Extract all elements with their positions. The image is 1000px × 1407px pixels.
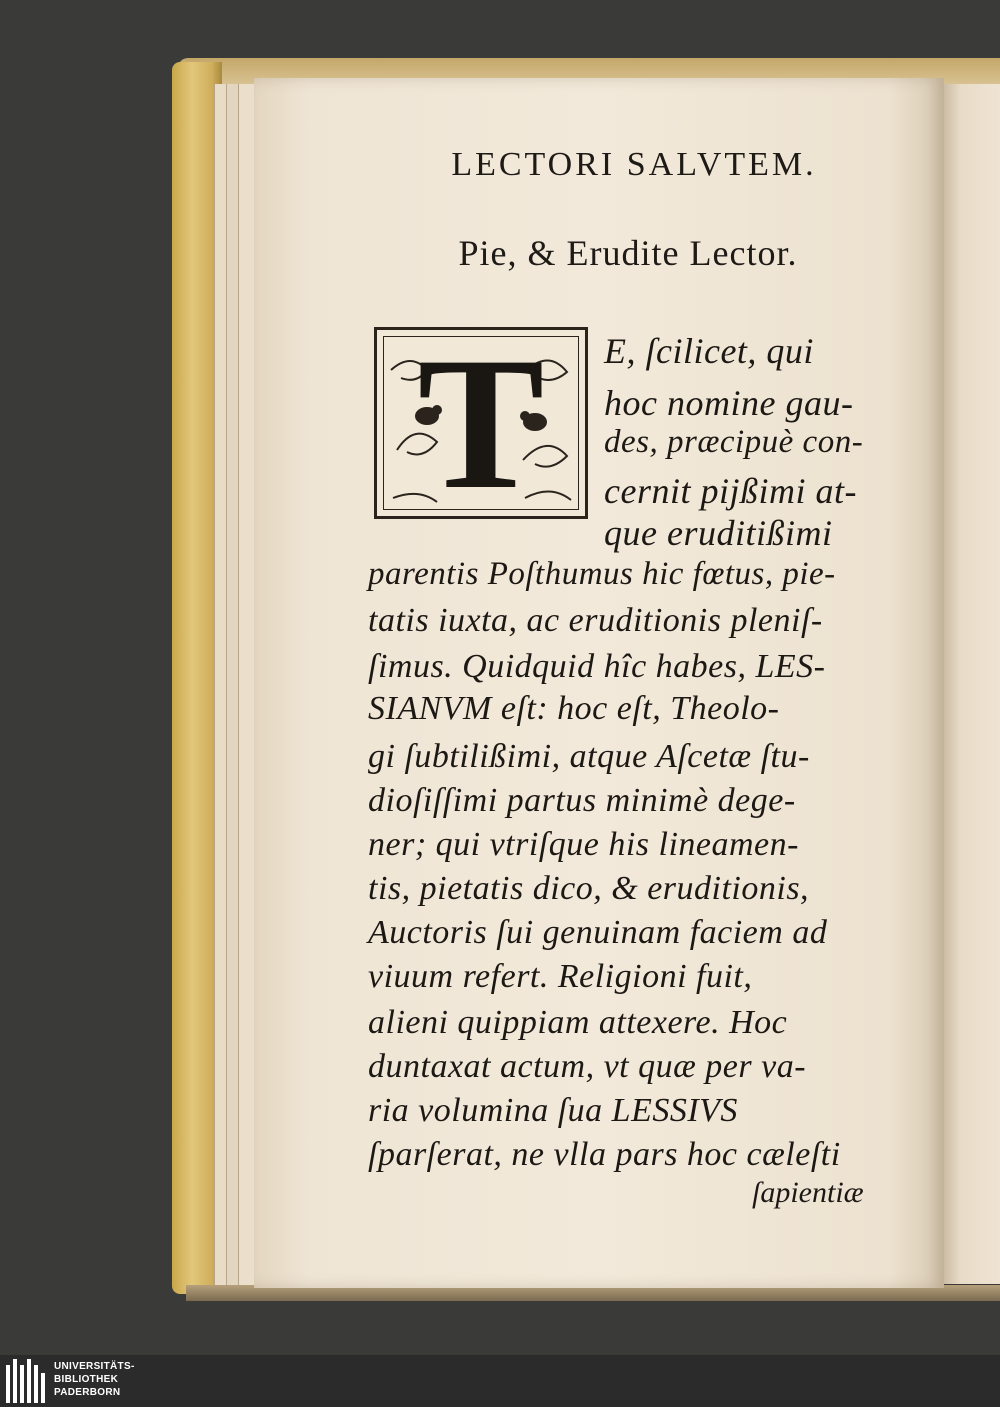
decorated-initial: [374, 319, 588, 529]
text-line: hoc nomine gau-: [604, 383, 854, 423]
text-line: ria volumina ſua LESSIVS: [368, 1092, 738, 1129]
text-line: tatis iuxta, ac eruditionis pleniſ-: [368, 602, 823, 639]
library-logo-icon: [6, 1359, 46, 1403]
facing-page-edge: [944, 84, 1000, 1284]
logo-line: PADERBORN: [54, 1387, 121, 1398]
text-line: gi ſubtilißimi, atque Aſcetæ ſtu-: [368, 738, 810, 775]
text-line: parentis Poſthumus hic fœtus, pie-: [368, 556, 836, 592]
page-subheading: Pie, & Erudite Lector.: [458, 233, 798, 273]
text-line: viuum refert. Religioni fuit,: [368, 958, 753, 995]
catchword: ſapientiæ: [752, 1176, 864, 1209]
logo-line: BIBLIOTHEK: [54, 1374, 119, 1385]
text-line: duntaxat actum, vt quæ per va-: [368, 1048, 807, 1085]
text-line: ſparſerat, ne vlla pars hoc cæleſti: [368, 1136, 841, 1173]
footer-bar: [0, 1355, 1000, 1407]
text-line: ner; qui vtriſque his lineamen-: [368, 826, 799, 863]
logo-line: UNIVERSITÄTS-: [54, 1361, 135, 1372]
text-line: que eruditißimi: [604, 513, 833, 553]
text-line: alieni quippiam attexere. Hoc: [368, 1004, 788, 1041]
text-line: E, ſcilicet, qui: [604, 331, 814, 371]
initial-letter: T: [417, 319, 545, 529]
text-line: Auctoris ſui genuinam faciem ad: [368, 914, 828, 951]
text-line: ſimus. Quidquid hîc habes, LES-: [368, 648, 826, 685]
text-line: SIANVM eſt: hoc eſt, Theolo-: [368, 690, 780, 727]
text-line: des, præcipuè con-: [604, 424, 864, 460]
page-heading: LECTORI SALVTEM.: [451, 146, 817, 183]
library-logo-text: [54, 1360, 135, 1399]
text-line: cernit pijßimi at-: [604, 471, 857, 511]
text-line: tis, pietatis dico, & eruditionis,: [368, 870, 810, 907]
text-line: dioſiſſimi partus minimè dege-: [368, 782, 796, 819]
